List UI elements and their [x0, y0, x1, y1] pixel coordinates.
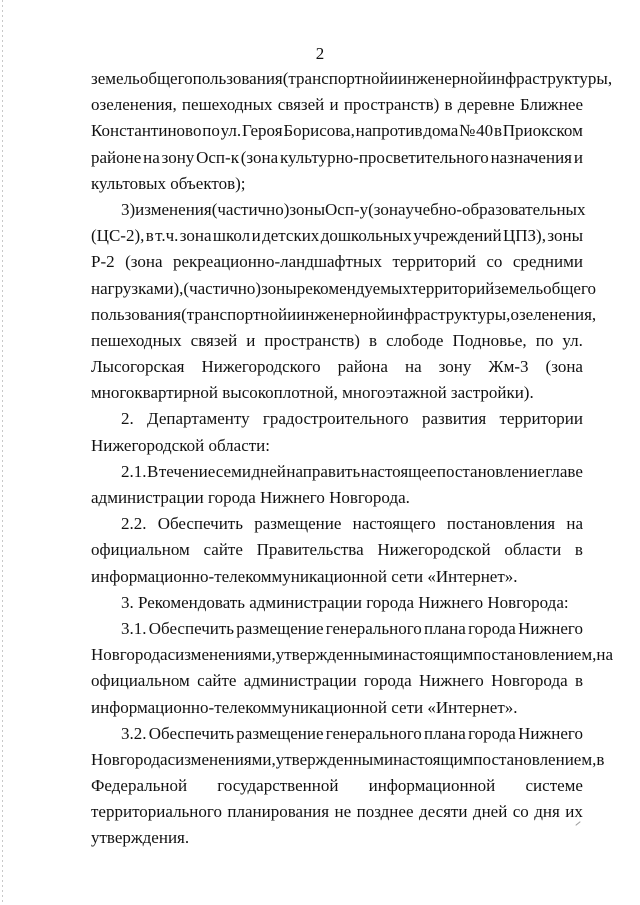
text-line: озеленения, пешеходных связей и пространств) в деревне Ближнее — [91, 95, 583, 115]
text-line: пешеходных связей и пространств) в слободе Подновье, по ул. — [91, 330, 583, 350]
text-line: (ЦС-2), в т.ч. зона школ и детских дошкольных учреждений ЦПЗ), зоны — [91, 226, 583, 246]
text-line: информационно-телекоммуникационной сети «Интернет». — [91, 566, 518, 586]
text-line: утверждения. — [91, 828, 190, 848]
text-line: Р-2 (зона рекреационно-ландшафтных территорий со средними — [91, 252, 583, 272]
text-line: Новгорода с изменениями, утвержденными настоящим постановлением, в — [91, 749, 605, 769]
text-line: нагрузками), (частично) зоны рекомендуемых территорий земель общего — [91, 278, 597, 298]
text-line: официальном сайте Правительства Нижегородской области в — [91, 540, 583, 560]
text-line: администрации города Нижнего Новгорода. — [91, 488, 410, 507]
text-line: 3.1. Обеспечить размещение генерального плана города Нижнего — [121, 618, 583, 638]
text-line: 2.2. Обеспечить размещение настоящего постановления на — [121, 514, 583, 534]
text-line: Новгорода с изменениями, утвержденными настоящим постановлением, на — [91, 645, 614, 665]
text-line: пользования (транспортной и инженерной инфраструктуры, озеленения, — [91, 304, 597, 324]
text-line: Константиново по ул. Героя Борисова, напротив дома № 40 в Приокском — [91, 121, 583, 141]
paragraph-point-3 — [91, 590, 583, 616]
page-number: 2 — [315, 44, 325, 63]
paragraph-zone-osp-k — [91, 66, 613, 197]
text-line: 2. Департаменту градостроительного развития территории — [121, 409, 583, 429]
text-line: Нижегородской области: — [91, 435, 270, 455]
document-body — [91, 66, 614, 852]
text-line: 2.1. В течение семи дней направить настоящее постановление главе — [121, 461, 583, 481]
paragraph-point-2 — [91, 406, 583, 458]
text-line: Федеральной государственной информационной системе — [91, 776, 583, 796]
text-line: многоквартирной высокоплотной, многоэтажной застройки). — [91, 383, 534, 403]
text-line: земель общего пользования (транспортной и инженерной инфраструктуры, — [91, 69, 613, 88]
text-line: информационно-телекоммуникационной сети «Интернет». — [91, 697, 518, 717]
text-line: 3) изменения (частично) зоны Осп-у (зона учебно-образовательных — [121, 199, 586, 219]
paragraph-point-2-1 — [91, 459, 583, 511]
text-line: Лысогорская Нижегородского района на зону Жм-3 (зона — [91, 357, 583, 377]
text-line: территориального планирования не позднее десяти дней со дня их — [91, 802, 583, 822]
text-line: официальном сайте администрации города Нижнего Новгорода в — [91, 671, 583, 691]
scan-edge — [2, 0, 3, 905]
paragraph-point-3-2 — [91, 721, 605, 852]
text-line: 3.2. Обеспечить размещение генерального плана города Нижнего — [121, 723, 583, 743]
paragraph-point-3-1 — [91, 616, 614, 721]
paragraph-point-2-2 — [91, 511, 583, 590]
paragraph-item-3 — [91, 197, 597, 407]
text-line: культовых объектов); — [91, 173, 246, 193]
text-line: районе на зону Осп-к (зона культурно-просветительного назначения и — [91, 147, 583, 167]
text-line: 3. Рекомендовать администрации города Нижнего Новгорода: — [121, 592, 569, 612]
